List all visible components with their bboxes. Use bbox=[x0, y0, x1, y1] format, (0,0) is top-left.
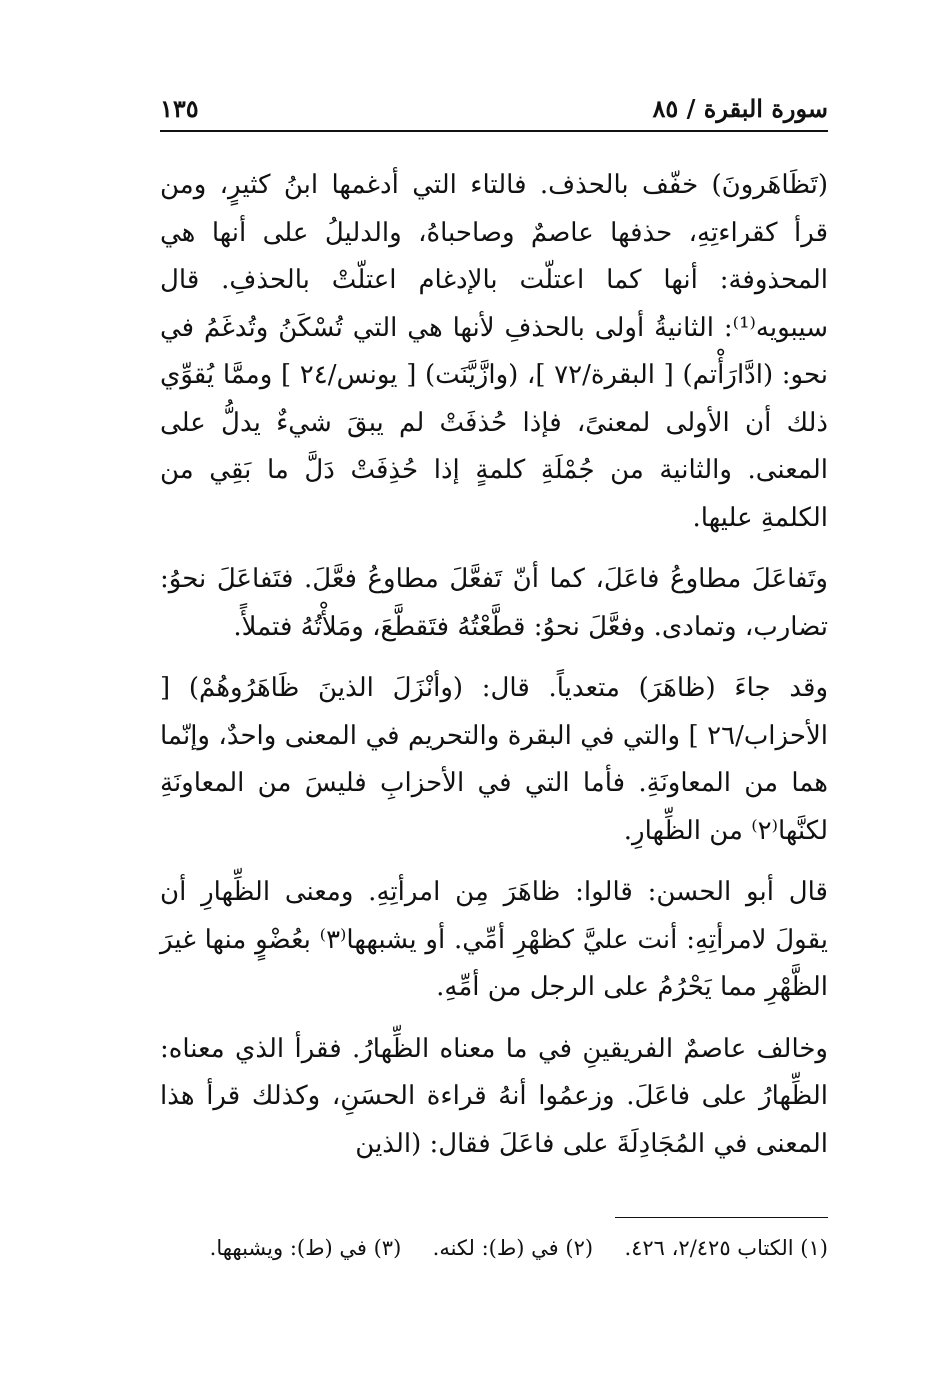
footnote-1: (١) الكتاب ٢/٤٢٥، ٤٢٦. bbox=[624, 1236, 828, 1260]
paragraph-2: وتَفاعَلَ مطاوعُ فاعَلَ، كما أنّ تَفعَّلَ مطاوعُ فعَّلَ. فتَفاعَلَ نحوُ: تضارب، وتمادى. وفعَّلَ نحوُ: قطَّعْتُهُ فتَقطَّعَ، ومَلأْتُهُ فتملأً. bbox=[160, 564, 828, 642]
surah-heading: سورة البقرة / ٨٥ bbox=[652, 94, 828, 123]
header-divider bbox=[160, 130, 828, 132]
footnote-divider bbox=[615, 1217, 828, 1218]
page-number: ١٣٥ bbox=[160, 94, 199, 123]
running-header bbox=[160, 92, 828, 126]
paragraph-3: وقد جاءَ (ظاهَرَ) متعدياً. قال: (وأنْزَلَ الذينَ ظَاهَرُوهُمْ) [ الأحزاب/٢٦ ] والتي في البقرة والتحريم في المعنى واحدٌ، وإنّما هما من المعاونَةِ. فأما التي في الأحزابِ فليسَ من المعاونَةِ لكنَّها⁽٢⁾ من الظِّهارِ. bbox=[160, 673, 828, 846]
paragraph-4: قال أبو الحسن: قالوا: ظاهَرَ مِن امرأتِهِ. ومعنى الظِّهارِ أن يقولَ لامرأتِهِ: أنت عليَّ كظهْرِ أمِّي. أو يشبهها⁽٣⁾ بعُضْوٍ منها غيرَ الظَّهْرِ مما يَحْرُمُ على الرجل من أمِّهِ. bbox=[160, 877, 829, 1002]
main-text bbox=[160, 162, 828, 1168]
footnote-2: (٢) في (ط): لكنه. bbox=[432, 1236, 594, 1260]
footnotes bbox=[160, 1230, 828, 1266]
paragraph-5: وخالف عاصمٌ الفريقينِ في ما معناه الظِّهارُ. فقرأ الذي معناه: الظِّهارُ على فاعَلَ. وزعمُوا أنهُ قراءة الحسَنِ، وكذلك قرأ هذا المعنى في المُجَادِلَةَ على فاعَلَ فقال: (الذين bbox=[160, 1033, 828, 1159]
paragraph-1: (تَظَاهَرونَ) خفّف بالحذف. فالتاء التي أدغمها ابنُ كثيرٍ، ومن قرأ كقراءتِهِ، حذفها عاصمٌ وصاحباهُ، والدليلُ على أنها هي المحذوفة: أنها كما اعتلّت بالإدغام اعتلّتْ بالحذفِ. قال سيبويه⁽¹⁾: الثانيةُ أولى بالحذفِ لأنها هي التي تُسْكَنُ وتُدغَمُ في نحو: (ادَّارَأْتم) [ البقرة/٧٢ ]، (وازَّيَّنَت) [ يونس/٢٤ ] وممَّا يُقوِّي ذلك أن الأولى لمعنىً، فإذا حُذفَتْ لم يبقَ شيءٌ يدلُّ على المعنى. والثانية من جُمْلَةِ كلمةٍ إذا حُذِفَتْ دَلَّ ما بَقِي من الكلمةِ عليها. bbox=[160, 170, 828, 533]
footnote-3: (٣) في (ط): ويشبهها. bbox=[209, 1236, 402, 1260]
